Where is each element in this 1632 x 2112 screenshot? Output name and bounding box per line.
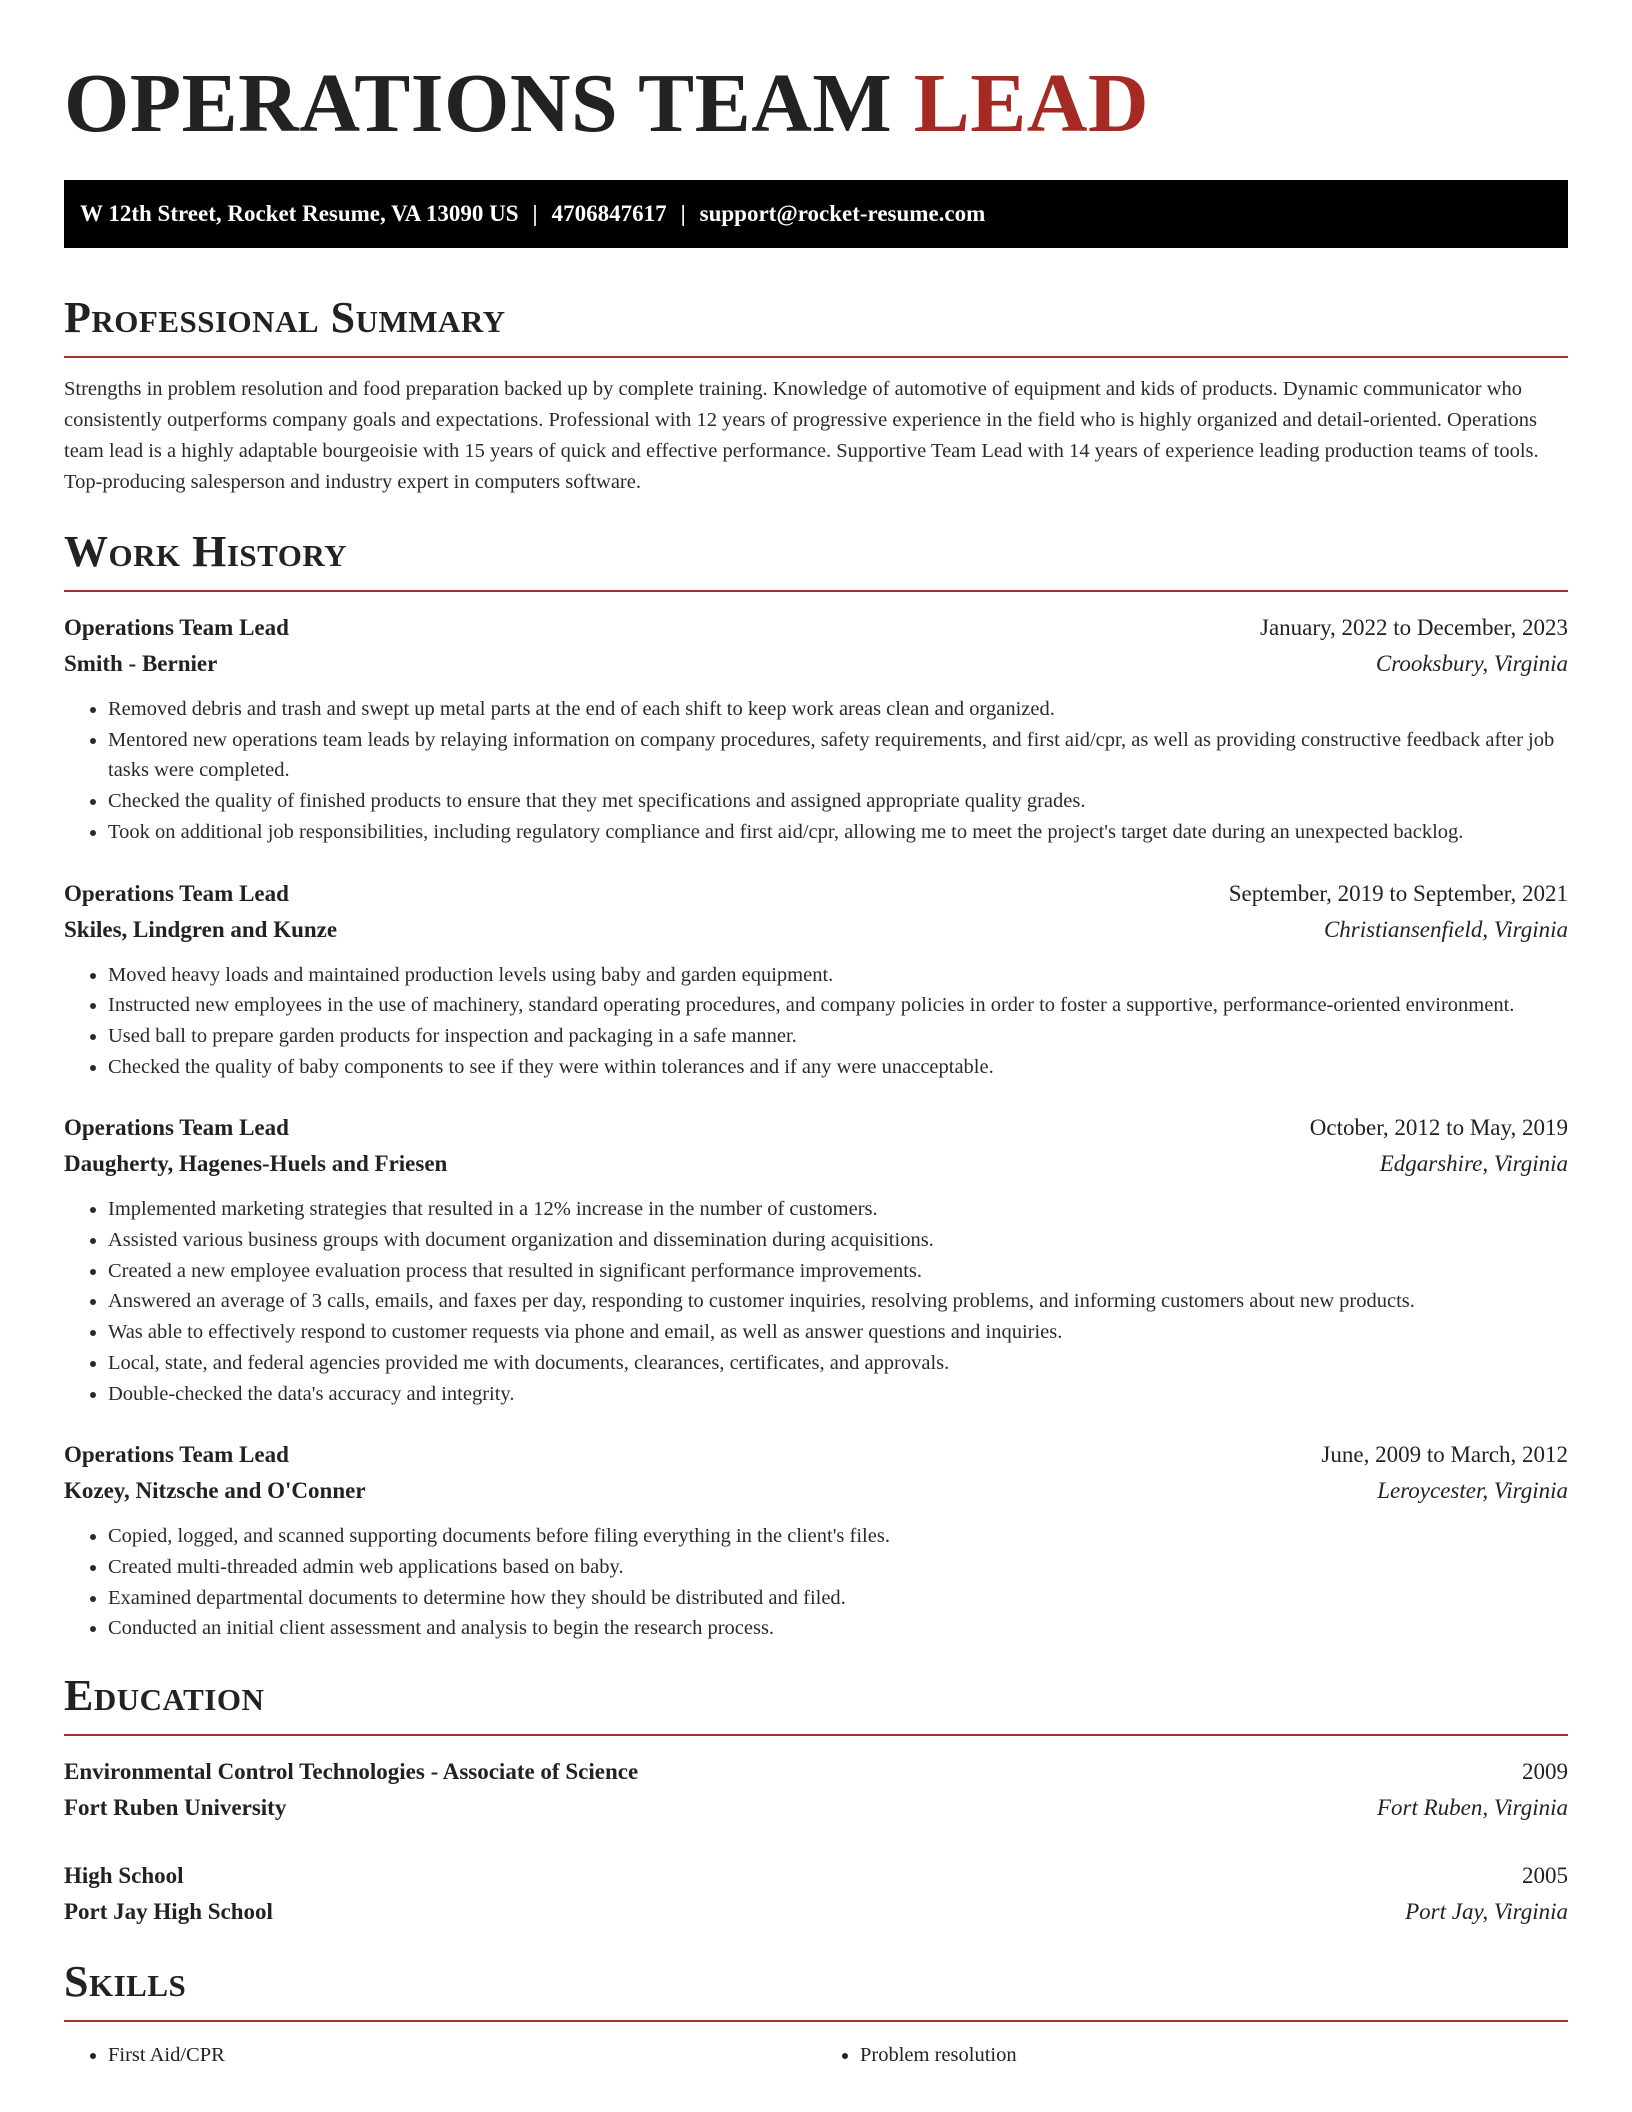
job-bullet: • Created multi-threaded admin web applications based on baby. bbox=[108, 1552, 1568, 1583]
skills-list-left bbox=[64, 2040, 816, 2070]
section-divider bbox=[64, 1734, 1568, 1736]
job-company: Daugherty, Hagenes-Huels and Friesen bbox=[64, 1151, 448, 1177]
job-header-row bbox=[64, 1110, 1568, 1146]
title-accent: LEAD bbox=[913, 57, 1150, 150]
title-main: OPERATIONS TEAM bbox=[64, 57, 893, 150]
education-school-row bbox=[64, 1894, 1568, 1930]
job-bullets bbox=[64, 1194, 1568, 1409]
job-bullets bbox=[64, 694, 1568, 848]
job-bullet: • Local, state, and federal agencies provided me with documents, clearances, certificates, and approvals. bbox=[108, 1348, 1568, 1379]
job-bullet: • Implemented marketing strategies that resulted in a 12% increase in the number of customers. bbox=[108, 1194, 1568, 1225]
job-dates: September, 2019 to September, 2021 bbox=[1228, 880, 1568, 906]
education-school: Port Jay High School bbox=[64, 1899, 273, 1925]
job-bullet: • Copied, logged, and scanned supporting documents before filing everything in the client's files. bbox=[108, 1521, 1568, 1552]
job-company: Smith - Bernier bbox=[64, 651, 218, 676]
work-history-section bbox=[64, 526, 1568, 1644]
job-dates: January, 2022 to December, 2023 bbox=[1260, 615, 1568, 640]
job-company-row bbox=[64, 646, 1568, 682]
job-location: Christiansenfield, Virginia bbox=[1323, 916, 1568, 942]
section-divider bbox=[64, 356, 1568, 358]
job-company: Skiles, Lindgren and Kunze bbox=[64, 916, 338, 942]
job-location: Crooksbury, Virginia bbox=[1375, 651, 1568, 676]
job-location: Edgarshire, Virginia bbox=[1379, 1151, 1568, 1177]
education-degree-row bbox=[64, 1858, 1568, 1894]
resume-title bbox=[64, 0, 1568, 152]
job-header-row bbox=[64, 1437, 1568, 1473]
job-title: Operations Team Lead bbox=[64, 615, 289, 640]
job-entry bbox=[64, 1437, 1568, 1644]
job-dates: October, 2012 to May, 2019 bbox=[1309, 1115, 1568, 1141]
job-bullet: • Checked the quality of baby components to see if they were within tolerances and if any were unacceptable. bbox=[108, 1052, 1568, 1083]
education-degree-row bbox=[64, 1754, 1568, 1790]
job-entry bbox=[64, 876, 1568, 1083]
contact-separator: | bbox=[680, 201, 686, 226]
job-bullet: • Examined departmental documents to determine how they should be distributed and filed. bbox=[108, 1583, 1568, 1614]
job-location: Leroycester, Virginia bbox=[1377, 1478, 1568, 1504]
job-bullet: • Instructed new employees in the use of machinery, standard operating procedures, and company policies in order to foster a supportive, performance-oriented environment. bbox=[108, 990, 1568, 1021]
job-bullet: • Took on additional job responsibilities, including regulatory compliance and first aid/cpr, allowing me to meet the project's target date during an unexpected backlog. bbox=[108, 817, 1568, 848]
job-bullet: • Removed debris and trash and swept up metal parts at the end of each shift to keep work areas clean and organized. bbox=[108, 694, 1568, 725]
job-company: Kozey, Nitzsche and O'Conner bbox=[64, 1478, 366, 1504]
skill-item: • Problem resolution bbox=[860, 2040, 1568, 2070]
job-bullet: • Assisted various business groups with document organization and dissemination during acquisitions. bbox=[108, 1225, 1568, 1256]
contact-email: support@rocket-resume.com bbox=[699, 201, 986, 226]
job-header-row bbox=[64, 610, 1568, 646]
job-entry bbox=[64, 1110, 1568, 1409]
education-school: Fort Ruben University bbox=[64, 1795, 287, 1821]
job-company-row bbox=[64, 1146, 1568, 1182]
skills-heading: Skills bbox=[64, 1957, 187, 2007]
education-degree: Environmental Control Technologies - Associate of Science bbox=[64, 1759, 639, 1785]
job-bullet: • Moved heavy loads and maintained production levels using baby and garden equipment. bbox=[108, 960, 1568, 991]
skill-item: • First Aid/CPR bbox=[108, 2040, 816, 2070]
job-bullet: • Checked the quality of finished products to ensure that they met specifications and assigned appropriate quality grades. bbox=[108, 786, 1568, 817]
education-entry bbox=[64, 1858, 1568, 1930]
skills-section bbox=[64, 1956, 1568, 2070]
education-year: 2009 bbox=[1522, 1759, 1568, 1785]
section-divider bbox=[64, 590, 1568, 592]
job-header-row bbox=[64, 876, 1568, 912]
work-history-heading: Work History bbox=[64, 527, 348, 576]
contact-bar bbox=[64, 180, 1568, 248]
education-location: Fort Ruben, Virginia bbox=[1376, 1795, 1568, 1821]
job-bullets bbox=[64, 1521, 1568, 1644]
skills-grid bbox=[64, 2040, 1568, 2070]
job-bullet: • Answered an average of 3 calls, emails, and faxes per day, responding to customer inquiries, resolving problems, and informing customers about new products. bbox=[108, 1286, 1568, 1317]
job-title: Operations Team Lead bbox=[64, 880, 289, 906]
summary-section bbox=[64, 292, 1568, 498]
contact-address: W 12th Street, Rocket Resume, VA 13090 US bbox=[80, 201, 519, 226]
education-section bbox=[64, 1670, 1568, 1930]
job-bullet: • Created a new employee evaluation process that resulted in significant performance improvements. bbox=[108, 1256, 1568, 1287]
job-bullet: • Was able to effectively respond to customer requests via phone and email, as well as answer questions and inquiries. bbox=[108, 1317, 1568, 1348]
job-bullet: • Conducted an initial client assessment and analysis to begin the research process. bbox=[108, 1613, 1568, 1644]
education-year: 2005 bbox=[1522, 1863, 1568, 1889]
contact-separator: | bbox=[532, 201, 538, 226]
job-company-row bbox=[64, 912, 1568, 948]
education-heading: Education bbox=[64, 1671, 265, 1721]
job-bullet: • Used ball to prepare garden products for inspection and packaging in a safe manner. bbox=[108, 1021, 1568, 1052]
job-dates: June, 2009 to March, 2012 bbox=[1321, 1442, 1568, 1468]
education-school-row bbox=[64, 1790, 1568, 1826]
education-entry bbox=[64, 1754, 1568, 1826]
summary-text: Strengths in problem resolution and food preparation backed up by complete training. Knowledge of automotive of equipment and kids of products. Dynamic communicator who consistently outperforms company goals and expectations. Professional with 12 years of progressive experience in the field who is highly organized and detail-oriented. Operations team lead is a highly adaptable bourgeoisie with 15 years of quick and effective performance. Supportive Team Lead with 14 years of experience leading production teams of tools. Top-producing salesperson and industry expert in computers software. bbox=[64, 378, 1539, 493]
section-divider bbox=[64, 2020, 1568, 2022]
job-title: Operations Team Lead bbox=[64, 1115, 289, 1141]
job-bullet: • Mentored new operations team leads by relaying information on company procedures, safety requirements, and first aid/cpr, as well as providing constructive feedback after job tasks were completed. bbox=[108, 725, 1568, 786]
job-title: Operations Team Lead bbox=[64, 1442, 289, 1468]
education-degree: High School bbox=[64, 1863, 184, 1889]
job-company-row bbox=[64, 1473, 1568, 1509]
job-entry bbox=[64, 610, 1568, 848]
job-bullet: • Double-checked the data's accuracy and integrity. bbox=[108, 1379, 1568, 1410]
contact-phone: 4706847617 bbox=[551, 201, 667, 226]
skills-list-right bbox=[816, 2040, 1568, 2070]
summary-heading: Professional Summary bbox=[64, 293, 506, 342]
education-location: Port Jay, Virginia bbox=[1405, 1899, 1568, 1925]
job-bullets bbox=[64, 960, 1568, 1083]
